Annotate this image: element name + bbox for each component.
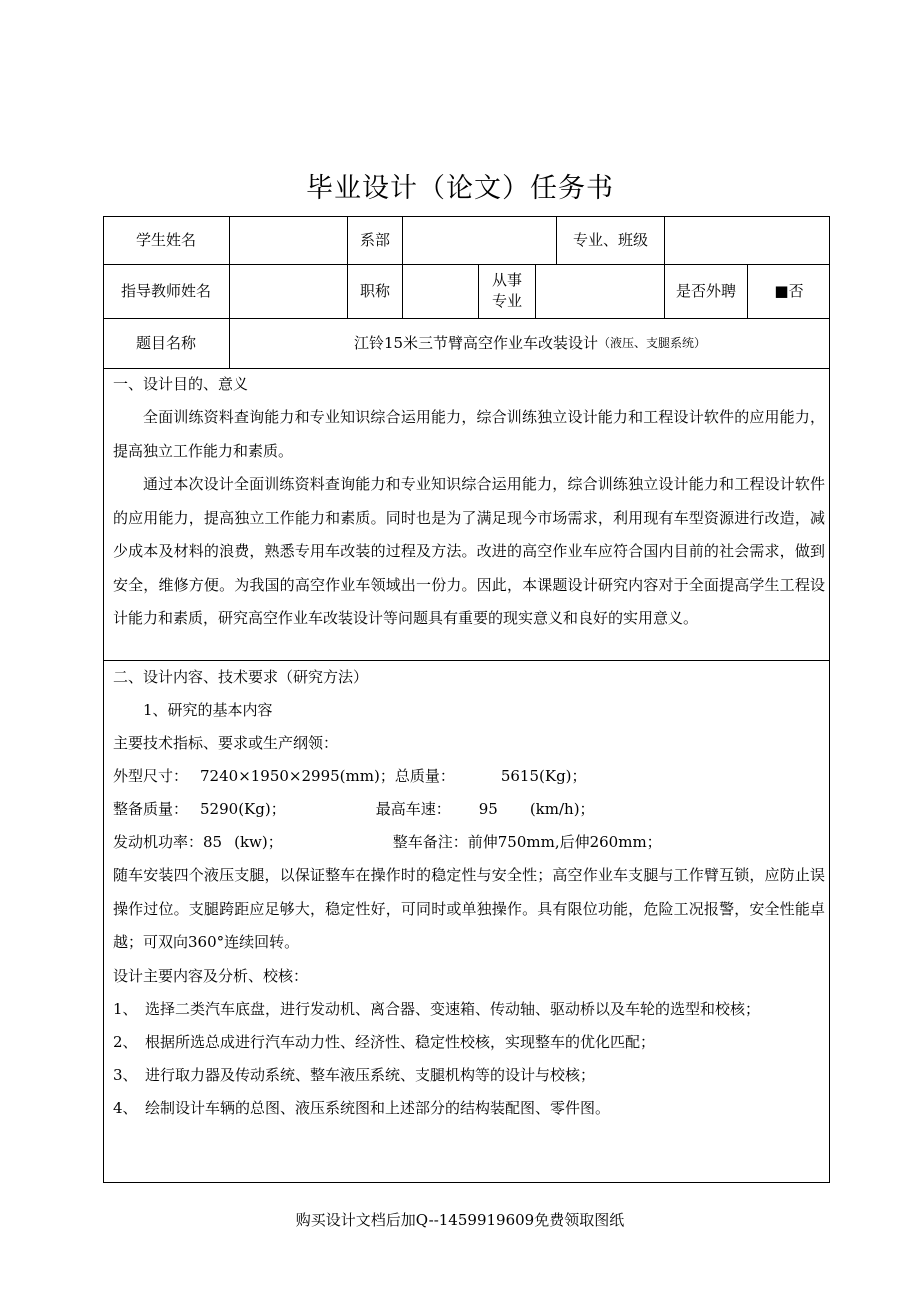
spec-curb-mass-value: 5290(Kg)； <box>200 800 286 818</box>
field-label <box>479 264 535 318</box>
subsection-heading: 1、研究的基本内容 <box>143 701 273 719</box>
external-label: 是否外聘 <box>675 281 736 300</box>
topic-main: 江铃15米三节臂高空作业车改装设计 <box>353 333 599 352</box>
outrigger-paragraph: 随车安装四个液压支腿，以保证整车在操作时的稳定性与安全性；高空作业车支腿与工作臂互锁，应防止误操作过位。支腿跨距应足够大，稳定性好，可同时或单独操作。具有限位功能，危险工况报警，安全性能卓越；可双向360°连续回转。 <box>113 866 825 951</box>
spec-intro: 主要技术指标、要求或生产纲领： <box>113 734 339 752</box>
topic-sub: （液压、支腿系统） <box>598 335 707 350</box>
title-rank-field[interactable] <box>403 264 478 318</box>
list-item: 3、 进行取力器及传动系统、整车液压系统、支腿机构等的设计与校核； <box>113 1065 596 1084</box>
section-heading: 二、设计内容、技术要求（研究方法） <box>113 668 369 686</box>
spec-curb-mass-label: 整备质量： <box>113 800 189 818</box>
spec-note-value: 前伸750mm,后伸260mm； <box>467 833 662 851</box>
spec-power-unit: (kw)； <box>234 833 283 851</box>
major-class-field[interactable] <box>665 216 830 264</box>
page-title: 毕业设计（论文）任务书 <box>306 173 614 204</box>
spec-power-label: 发动机功率：85 <box>113 833 223 851</box>
spec-total-mass-label: 总质量： <box>394 767 455 785</box>
main-content-intro: 设计主要内容及分析、校核： <box>113 966 309 985</box>
spec-dims-value: 7240×1950×2995(mm)； <box>200 767 395 785</box>
footer-note: 购买设计文档后加Q--1459919609免费领取图纸 <box>295 1211 625 1229</box>
external-checkbox[interactable]: ■否 <box>774 281 804 300</box>
spec-row-power <box>113 826 825 859</box>
spec-row-dims <box>113 760 825 793</box>
advisor-label: 指导教师姓名 <box>120 281 211 300</box>
spec-max-speed-label: 最高车速： <box>375 800 451 818</box>
list-item: 2、 根据所选总成进行汽车动力性、经济性、稳定性校核，实现整车的优化匹配； <box>113 1032 656 1051</box>
paragraph: 通过本次设计全面训练资料查询能力和专业知识综合运用能力，综合训练独立设计能力和工程设计软件的应用能力，提高独立工作能力和素质。同时也是为了满足现今市场需求，利用现有车型资源进行改造，减少成本及材料的浪费，熟悉专用车改装的过程及方法。改进的高空作业车应符合国内目前的社会需求，做到安全，维修方便。为我国的高空作业车领域出一份力。因此，本课题设计研究内容对于全面提高学生工程设计能力和素质，研究高空作业车改装设计等问题具有重要的现实意义和良好的实用意义。 <box>113 475 825 627</box>
spec-dims-label: 外型尺寸： <box>113 767 189 785</box>
spec-max-speed-unit: (km/h)； <box>529 800 595 818</box>
list-item: 1、 选择二类汽车底盘，进行发动机、离合器、变速箱、传动轴、驱动桥以及车轮的选型和校核； <box>113 999 761 1018</box>
topic-label: 题目名称 <box>135 333 196 352</box>
field-field[interactable] <box>536 264 664 318</box>
paragraph: 全面训练资料查询能力和专业知识综合运用能力，综合训练独立设计能力和工程设计软件的应用能力，提高独立工作能力和素质。 <box>113 408 825 460</box>
list-item: 4、 绘制设计车辆的总图、液压系统图和上述部分的结构装配图、零件图。 <box>113 1098 611 1117</box>
section-heading: 一、设计目的、意义 <box>113 375 249 393</box>
spec-total-mass-value: 5615(Kg)； <box>500 767 587 785</box>
spec-row-mass <box>113 793 825 826</box>
student-name-field[interactable] <box>230 216 347 264</box>
student-name-label: 学生姓名 <box>135 230 196 249</box>
department-field[interactable] <box>403 216 556 264</box>
advisor-field[interactable] <box>230 264 347 318</box>
section-content <box>113 661 825 1125</box>
field-label-line2: 专业 <box>491 292 522 310</box>
department-label: 系部 <box>359 230 390 249</box>
topic-value <box>230 318 830 368</box>
major-class-label: 专业、班级 <box>572 230 648 249</box>
title-rank-label: 职称 <box>359 281 390 300</box>
field-label-line1: 从事 <box>491 271 522 289</box>
spec-max-speed-value: 95 <box>478 800 498 818</box>
spec-note-label: 整车备注： <box>392 833 468 851</box>
section-purpose <box>113 368 825 636</box>
